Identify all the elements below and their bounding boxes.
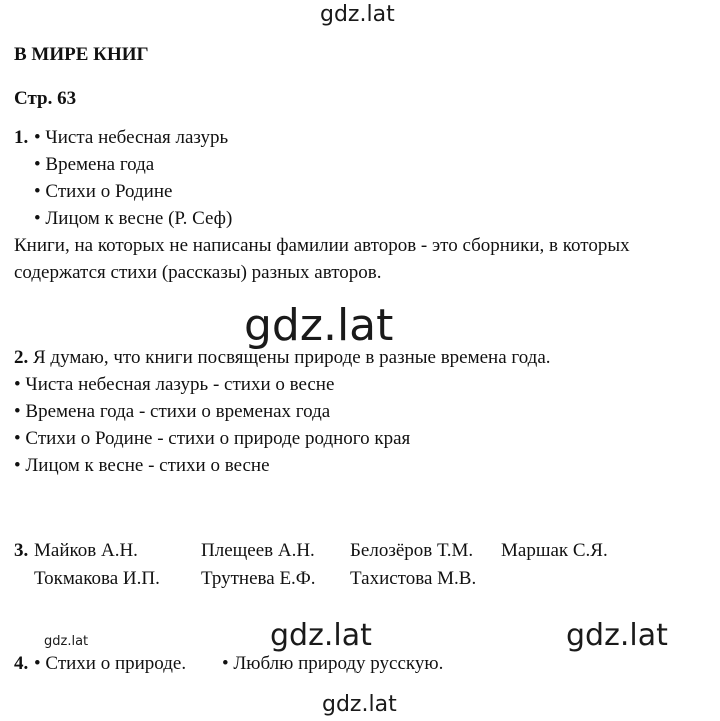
- task1-number: 1.: [14, 127, 29, 148]
- task2-item: • Чиста небесная лазурь - стихи о весне: [14, 374, 334, 396]
- task1-item: • Чиста небесная лазурь: [34, 127, 228, 149]
- task2-item: • Стихи о Родине - стихи о природе родного края: [14, 428, 410, 450]
- task1-item: • Лицом к весне (Р. Сеф): [34, 208, 232, 230]
- watermark-bottom: gdz.lat: [322, 692, 397, 717]
- task1-text-line: Книги, на которых не написаны фамилии авторов - это сборники, в которых: [14, 235, 630, 256]
- page-reference: Стр. 63: [14, 88, 77, 109]
- task3-number: 3.: [14, 540, 29, 561]
- author-name: Трутнева Е.Ф.: [201, 568, 316, 589]
- watermark-middle: gdz.lat: [244, 300, 394, 351]
- task1-item: • Стихи о Родине: [34, 181, 172, 203]
- task2-item: • Лицом к весне - стихи о весне: [14, 455, 270, 477]
- task2-intro: 2. Я думаю, что книги посвящены природе в разные времена года.: [14, 347, 551, 368]
- task1-text-line: содержатся стихи (рассказы) разных авторов.: [14, 262, 382, 283]
- watermark-center-bottom: gdz.lat: [270, 618, 372, 653]
- task2-number: 2.: [14, 347, 29, 368]
- task4-number: 4.: [14, 653, 29, 674]
- author-name: Белозёров Т.М.: [350, 540, 474, 561]
- author-name: Тахистова М.В.: [350, 568, 477, 589]
- author-name: Токмакова И.П.: [34, 568, 160, 589]
- task4-item: • Люблю природу русскую.: [222, 653, 443, 675]
- watermark-small-left: gdz.lat: [44, 634, 89, 649]
- author-name: Плещеев А.Н.: [201, 540, 315, 561]
- watermark-right-bottom: gdz.lat: [566, 618, 668, 653]
- task4-item: • Стихи о природе.: [34, 653, 186, 675]
- section-heading: В МИРЕ КНИГ: [14, 44, 149, 65]
- task2-item: • Времена года - стихи о временах года: [14, 401, 330, 423]
- task1-item: • Времена года: [34, 154, 154, 176]
- watermark-top: gdz.lat: [320, 2, 395, 27]
- author-name: Майков А.Н.: [34, 540, 138, 561]
- author-name: Маршак С.Я.: [501, 540, 608, 561]
